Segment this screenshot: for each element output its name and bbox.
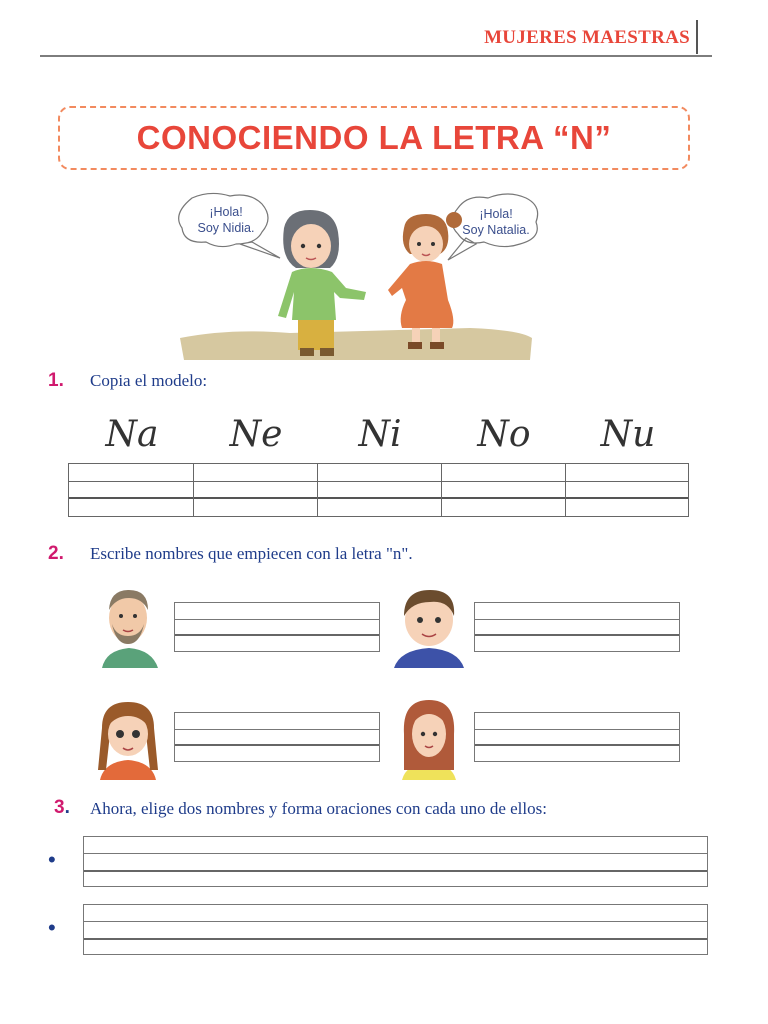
- writing-line: [175, 729, 379, 730]
- man-face-image: [96, 584, 162, 668]
- bubble-left-line-1: ¡Hola!: [209, 205, 243, 219]
- name-writing-box[interactable]: [174, 602, 380, 652]
- header-divider: [696, 20, 698, 54]
- bullet-2: •: [48, 915, 56, 940]
- model-ne: Ne: [229, 414, 283, 455]
- model-nu: Nu: [600, 414, 656, 455]
- girls-greeting-illustration: [170, 188, 540, 368]
- writing-line: [475, 729, 679, 730]
- writing-line: [475, 744, 679, 746]
- sentence-writing-box[interactable]: [83, 904, 708, 955]
- grid-divider: [441, 464, 442, 516]
- copy-writing-grid[interactable]: [68, 463, 689, 517]
- writing-line: [175, 744, 379, 746]
- girl-braids-face-image: [92, 694, 164, 780]
- section-3-instruction: Ahora, elige dos nombres y forma oraciones con cada uno de ellos:: [90, 799, 547, 818]
- boy-face-image: [390, 584, 468, 668]
- girl-long-hair-face-image: [396, 694, 462, 780]
- name-writing-box[interactable]: [474, 712, 680, 762]
- ground-shadow: [180, 328, 532, 360]
- name-writing-box[interactable]: [474, 602, 680, 652]
- section-3-number-digit: 3: [54, 797, 65, 818]
- grid-divider: [193, 464, 194, 516]
- bullet-1: •: [48, 847, 56, 872]
- brand-header: MUJERES MAESTRAS: [484, 27, 690, 48]
- writing-line: [175, 619, 379, 620]
- title-box: [58, 106, 690, 170]
- section-3-number: [54, 797, 70, 819]
- bubble-right-line-1: ¡Hola!: [479, 207, 513, 221]
- writing-line: [475, 619, 679, 620]
- bubble-left-line-2: Soy Nidia.: [197, 221, 255, 235]
- section-1-number: 1.: [48, 370, 64, 391]
- section-2-instruction: Escribe nombres que empiecen con la letra "n".: [90, 544, 413, 563]
- grid-line: [69, 497, 688, 499]
- section-1-instruction: Copia el modelo:: [90, 371, 208, 390]
- grid-line: [69, 481, 688, 482]
- writing-line: [475, 634, 679, 636]
- model-no: No: [477, 414, 531, 455]
- model-ni: Ni: [358, 414, 402, 455]
- grid-divider: [317, 464, 318, 516]
- writing-line: [84, 921, 707, 922]
- writing-line: [84, 870, 707, 872]
- name-writing-box[interactable]: [174, 712, 380, 762]
- sentence-writing-box[interactable]: [83, 836, 708, 887]
- header-rule: [40, 55, 712, 57]
- girl-natalia: [388, 212, 462, 349]
- writing-line: [84, 938, 707, 940]
- writing-line: [175, 634, 379, 636]
- section-2-number: 2.: [48, 543, 64, 564]
- page-title: CONOCIENDO LA LETRA “N”: [136, 119, 612, 156]
- bubble-right-line-2: Soy Natalia.: [462, 223, 530, 237]
- section-3-number-dot: .: [64, 797, 70, 818]
- grid-divider: [565, 464, 566, 516]
- writing-line: [84, 853, 707, 854]
- model-na: Na: [105, 414, 159, 455]
